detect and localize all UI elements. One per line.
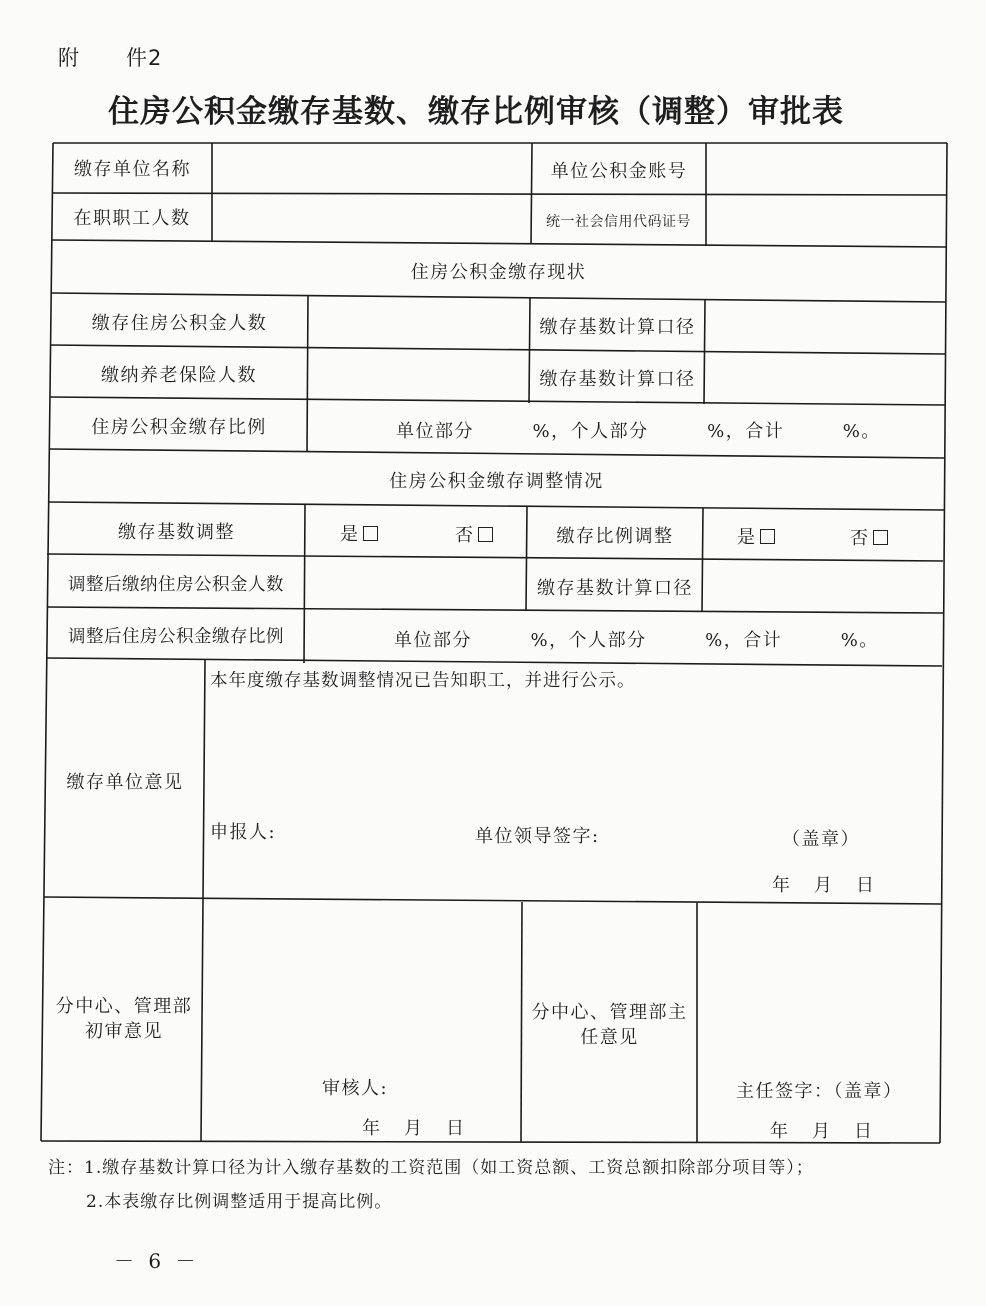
director-signature-label: 主任签字：（盖章） [736, 1081, 903, 1102]
leader-signature-label: 单位领导签字: [475, 826, 600, 847]
after-ratio-label: 调整后住房公积金缴存比例 [68, 626, 284, 647]
contributors-count-field[interactable] [308, 298, 530, 350]
ratio-adjust-no-checkbox[interactable] [873, 530, 888, 545]
applicant-label: 申报人: [210, 822, 277, 843]
unit-opinion-statement: 本年度缴存基数调整情况已告知职工，并进行公示。 [210, 670, 636, 691]
review-date: 年 月 日 [362, 1118, 467, 1139]
unit-opinion-label: 缴存单位意见 [66, 772, 184, 793]
footnote-2: 2.本表缴存比例调整适用于提高比例。 [86, 1192, 393, 1212]
ratio-adjust-label: 缴存比例调整 [556, 526, 674, 547]
after-contributors-label: 调整后缴纳住房公积金人数 [68, 574, 284, 595]
unit-name-label: 缴存单位名称 [74, 159, 191, 180]
employees-label: 在职职工人数 [73, 208, 191, 229]
base-scope-label: 缴存基数计算口径 [539, 317, 696, 338]
base-adjust-no-checkbox[interactable] [478, 527, 493, 542]
base-adjust-yes-option[interactable] [340, 507, 420, 559]
unit-seal-label: （盖章） [782, 829, 860, 850]
base-adjust-yes-label: 是 [340, 524, 360, 545]
status-section-heading: 住房公积金缴存现状 [410, 262, 587, 283]
director-review-label [522, 1000, 697, 1050]
footnote-1: 注：1.缴存基数计算口径为计入缴存基数的工资范围（如工资总额、工资总额扣除部分项目等）； [48, 1158, 814, 1178]
ratio-adjust-yes-label: 是 [737, 527, 757, 548]
base-scope-field-2[interactable] [705, 354, 945, 406]
employees-field[interactable] [212, 193, 532, 241]
attachment-label: 附 件2 [58, 46, 163, 70]
director-review-label-line2: 任意见 [580, 1027, 639, 1048]
base-adjust-yes-checkbox[interactable] [363, 526, 378, 541]
after-base-scope-label: 缴存基数计算口径 [537, 578, 693, 599]
initial-review-label-line1: 分中心、管理部 [55, 996, 193, 1017]
contribution-ratio-text: 单位部分 %，个人部分 %，合计 %。 [396, 421, 881, 442]
credit-code-label: 统一社会信用代码证号 [546, 214, 691, 230]
reviewer-label: 审核人: [322, 1078, 389, 1099]
director-review-date: 年 月 日 [770, 1121, 875, 1142]
base-adjust-no-option[interactable] [455, 508, 525, 560]
contributors-count-label: 缴存住房公积金人数 [91, 313, 268, 334]
document-title: 住房公积金缴存基数、缴存比例审核（调整）审批表 [108, 94, 844, 130]
director-review-label-line1: 分中心、管理部主 [531, 1002, 688, 1023]
base-scope-label-2: 缴存基数计算口径 [539, 369, 696, 390]
pension-count-field[interactable] [308, 350, 530, 402]
ratio-adjust-yes-option[interactable] [737, 510, 817, 562]
account-number-field[interactable] [706, 145, 946, 195]
base-adjust-no-label: 否 [455, 525, 475, 546]
ratio-adjust-no-label: 否 [850, 528, 870, 549]
after-base-scope-field[interactable] [703, 562, 943, 614]
base-adjust-label: 缴存基数调整 [118, 522, 235, 543]
unit-opinion-date: 年 月 日 [772, 875, 877, 896]
account-number-label: 单位公积金账号 [550, 161, 688, 182]
unit-name-field[interactable] [212, 143, 532, 193]
after-ratio-text: 单位部分 %，个人部分 %，合计 %。 [394, 630, 879, 651]
ratio-adjust-no-option[interactable] [850, 511, 920, 563]
adjust-section-heading: 住房公积金缴存调整情况 [389, 471, 604, 492]
base-scope-field[interactable] [705, 302, 945, 354]
contribution-ratio-label: 住房公积金缴存比例 [91, 417, 267, 438]
initial-review-label [46, 994, 202, 1044]
credit-code-field[interactable] [706, 197, 946, 245]
ratio-adjust-yes-checkbox[interactable] [760, 529, 775, 544]
after-contributors-field[interactable] [305, 559, 527, 611]
page-number: － 6 － [114, 1249, 200, 1273]
initial-review-label-line2: 初审意见 [85, 1021, 163, 1042]
pension-count-label: 缴纳养老保险人数 [101, 365, 257, 386]
